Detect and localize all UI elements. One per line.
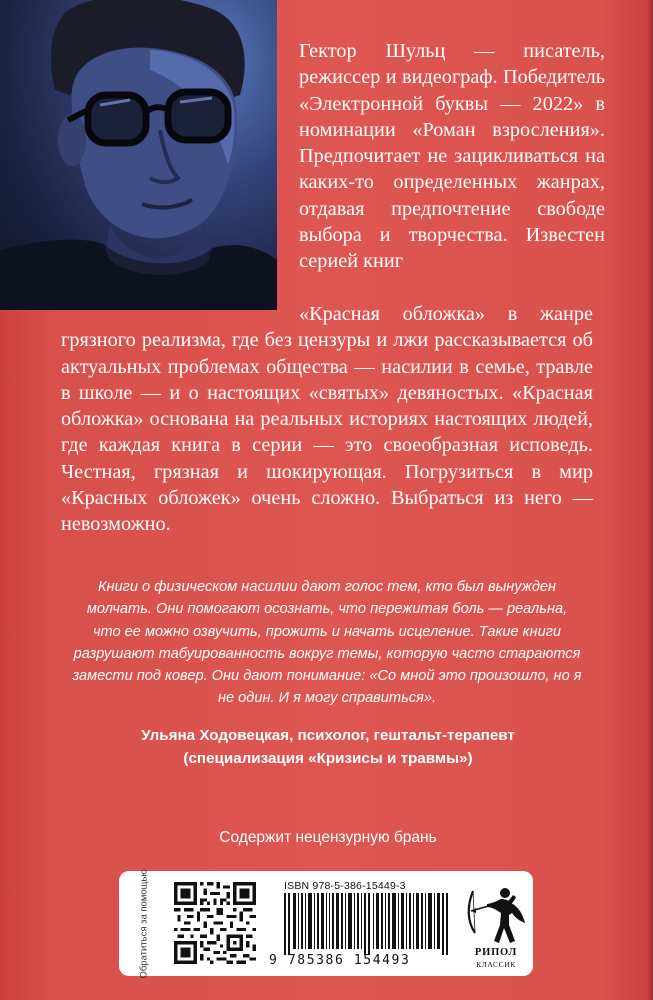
barcode-digits: 9 785386 154493: [269, 953, 411, 968]
author-portrait-illustration: [0, 0, 277, 310]
publisher-subtitle: КЛАССИК: [476, 960, 516, 969]
isbn-label: ISBN 978-5-386-15449-3: [284, 880, 406, 892]
author-bio-top: Гектор Шульц — писатель, режиссер и видеограф. Победитель «Электронной буквы — 2022» в номинации «Роман взросления». Предпочитает не зацикливаться на каких-то определенных жанрах, отдавая предпочтение свободе выбора и творчества. Известен серией книг: [299, 40, 605, 273]
publisher-logo: [465, 881, 527, 971]
archer-logo-icon: [465, 881, 527, 945]
psychologist-quote: Книги о физическом насилии дают голос тем, кто был вынужден молчать. Они помогают осознать, что пережитая боль — реальна, что ее можно озвучить, прожить и начать исцеление. Такие книги разрушают табуированность вокруг темы, которую часто стараются замести под ковер. Они дают понимание: «Со мной это произошло, но я не один. И я могу справиться».: [72, 579, 582, 707]
author-photo: [0, 0, 277, 310]
attribution-specialization: (специализация «Кризисы и травмы»): [183, 750, 473, 767]
barcode-icon: [282, 893, 450, 955]
attribution-name: Ульяна Ходовецкая, психолог, гештальт-терапевт: [141, 727, 515, 744]
quote-attribution: [40, 724, 616, 770]
author-bio-bottom: «Красная обложка» в жанре грязного реализма, где без цензуры и лжи рассказывается об актуальных проблемах общества — насилии в семье, травле в школе — и о настоящих «святых» девяностых. «Красная обложка» основана на реальных историях настоящих людей, где каждая книга в серии — это своеобразная исповедь. Честная, грязная и шокирующая. Погрузиться в мир «Красных обложек» очень сложно. Выбраться из него — невозможно.: [61, 303, 593, 536]
qr-code-icon[interactable]: [174, 882, 256, 964]
qr-caption: Обратиться за помощью: [138, 869, 150, 979]
publisher-name: РИПОЛ: [474, 947, 518, 958]
content-warning: Содержит нецензурную брань: [219, 829, 437, 846]
barcode-panel: [119, 869, 533, 979]
